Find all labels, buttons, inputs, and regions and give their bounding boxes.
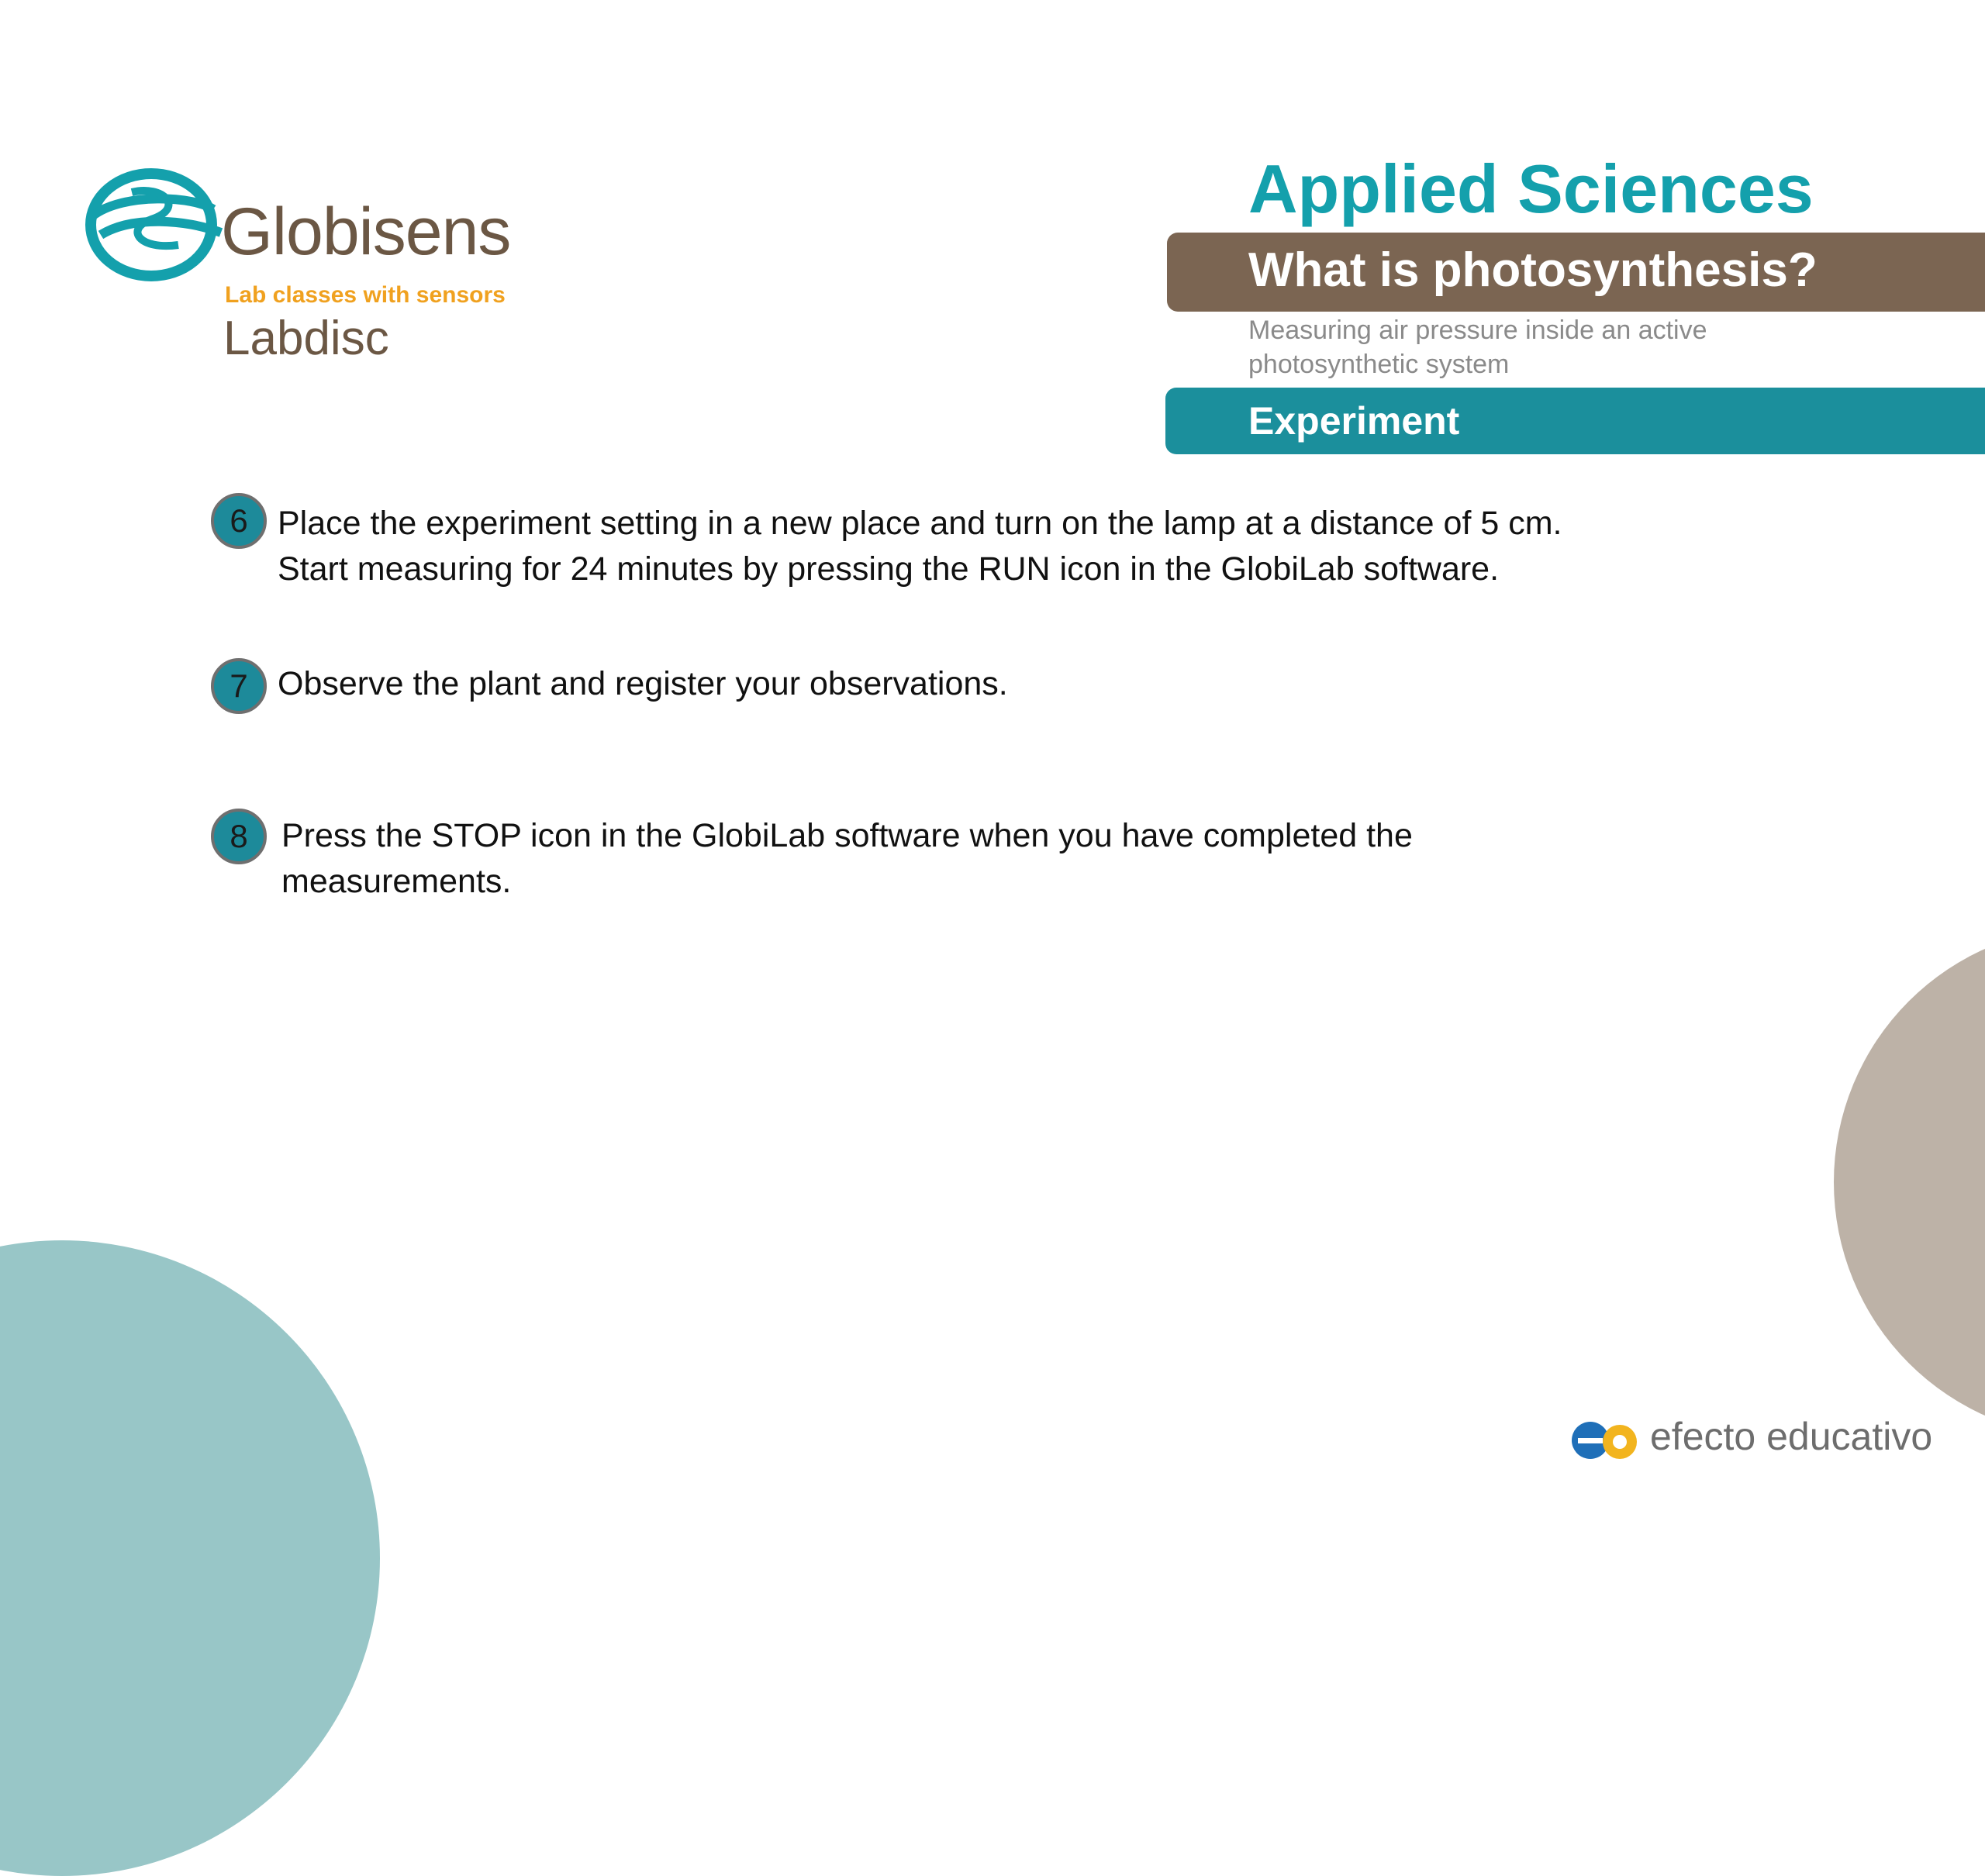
labdisc-logo-text: Labdisc: [223, 312, 389, 365]
decorative-circle-teal: [0, 1240, 380, 1876]
subject-heading: Applied Sciences: [1248, 150, 1814, 227]
step-text: [278, 501, 1562, 592]
decorative-circle-taupe: [1834, 926, 1985, 1438]
step-line: Observe the plant and register your observations.: [278, 665, 1008, 702]
subtitle-line-1: Measuring air pressure inside an active: [1248, 316, 1707, 345]
efecto-educativo-brand: efecto educativo: [1650, 1415, 1933, 1458]
step-line: Start measuring for 24 minutes by pressing the RUN icon in the GlobiLab software.: [278, 550, 1500, 588]
globisens-logo-name: Globisens: [221, 195, 511, 269]
step-line: Press the STOP icon in the GlobiLab software when you have completed the: [281, 817, 1413, 854]
globisens-logo-tagline: Lab classes with sensors: [225, 282, 506, 308]
step-number-badge: 8: [211, 809, 267, 864]
globe-swirl-icon: [78, 161, 225, 293]
subtitle-line-2: photosynthetic system: [1248, 350, 1510, 379]
ea-logo-icon: [1570, 1416, 1640, 1464]
step-text: [278, 661, 1008, 707]
step-text: [281, 813, 1413, 905]
step-number-badge: 6: [211, 493, 267, 549]
step-line: measurements.: [281, 863, 512, 900]
step-line: Place the experiment setting in a new place and turn on the lamp at a distance of 5 cm.: [278, 505, 1562, 542]
step-number-badge: 7: [211, 658, 267, 714]
page-subtitle: [1248, 313, 1791, 381]
page-title: What is photosynthesis?: [1248, 243, 1818, 297]
section-label: Experiment: [1248, 399, 1460, 443]
